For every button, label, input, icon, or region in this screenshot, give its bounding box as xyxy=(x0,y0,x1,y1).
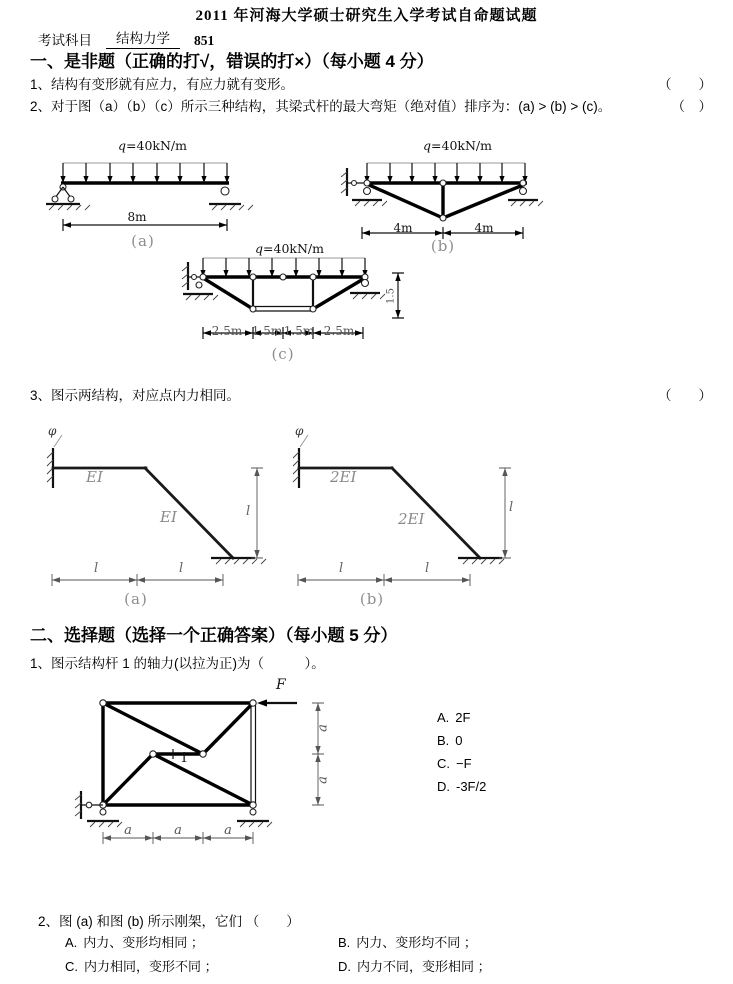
member-label: 2EI xyxy=(398,510,425,528)
dim-label: l xyxy=(339,561,344,576)
subject-label: 考试科目 xyxy=(38,33,92,48)
dim-label: l xyxy=(246,504,251,519)
option-b: B. 0 xyxy=(437,733,463,748)
option-d: D. 内力不同，变形相同 ； xyxy=(338,959,491,974)
phi-label: φ xyxy=(295,424,304,438)
wall-bracket-left xyxy=(75,791,103,819)
frame-figures-svg xyxy=(0,425,733,605)
dim-label: l xyxy=(509,500,514,515)
bottom-dimension xyxy=(298,574,470,586)
load-arrows xyxy=(63,163,227,176)
dim-label: 8m xyxy=(127,210,147,224)
option-a: A. 内力、变形均相同 ； xyxy=(65,935,204,950)
figure-label-b: (b) xyxy=(430,237,456,255)
dim-label: a xyxy=(174,823,182,838)
vertical-dimension xyxy=(251,468,263,558)
beam-diagram-b xyxy=(341,163,543,239)
load-label: q=40kN/m xyxy=(118,138,187,153)
option-d: D. -3F/2 xyxy=(437,779,487,794)
truss-diagonals xyxy=(203,278,365,309)
dim-label: l xyxy=(425,561,430,576)
right-chord-double xyxy=(251,703,256,805)
dim-label: a xyxy=(124,823,132,838)
section2-q2: 2、图 (a) 和图 (b) 所示刚架，它们 （ ） xyxy=(38,914,300,929)
figure-label-c: (c) xyxy=(271,345,295,363)
right-dimension xyxy=(312,703,324,805)
section1-q1 xyxy=(30,73,712,93)
member-label: 2EI xyxy=(330,468,357,486)
option-c: C. 内力相同，变形不同 ； xyxy=(65,959,218,974)
section1-heading: 一、是非题（正确的打√，错误的打×）（每小题 4 分） xyxy=(30,52,434,71)
dim-label: a xyxy=(315,724,331,732)
answer-blank: （ ） xyxy=(671,99,712,114)
inclined-member xyxy=(145,468,233,558)
height-dim-label: 1.5 xyxy=(385,288,397,304)
section2-heading: 二、选择题（选择一个正确答案）（每小题 5 分） xyxy=(30,626,398,645)
question-text: 3、图示两结构，对应点内力相同。 xyxy=(30,388,241,403)
force-arrow xyxy=(257,699,297,706)
phi-label: φ xyxy=(48,424,57,438)
subject-row xyxy=(38,27,214,49)
page-title: 2011 年河海大学硕士研究生入学考试自命题试题 xyxy=(195,8,538,24)
truss-members xyxy=(103,703,253,805)
option-a: A. 2F xyxy=(437,710,471,725)
figure-label-b: (b) xyxy=(359,590,385,608)
pin-support-left xyxy=(87,809,122,827)
load-label: q=40kN/m xyxy=(423,138,492,153)
dim-label: a xyxy=(315,776,331,784)
dim-label: 4m xyxy=(393,221,413,235)
dim-label: 4m xyxy=(474,221,494,235)
option-b: B. 内力、变形均不同 ； xyxy=(338,935,477,950)
section2-q1: 1、图示结构杆 1 的轴力(以拉为正)为（ ）。 xyxy=(30,656,325,671)
subject-code: 851 xyxy=(194,33,215,48)
question-text: 2、对于图（a）（b）（c）所示三种结构，其梁式杆的最大弯矩（绝对值）排序为：(a) > (b) > (c)。 xyxy=(30,99,612,114)
load-label: q=40kN/m xyxy=(255,241,324,256)
frame-diagram-a xyxy=(47,435,266,586)
section1-q2 xyxy=(30,95,712,115)
answer-blank: （ ） xyxy=(658,388,712,403)
bar1-label: 1 xyxy=(180,751,189,766)
figure-label-a: (a) xyxy=(131,232,155,250)
dim-label: 1.5m xyxy=(251,324,283,338)
truss-verticals xyxy=(253,278,313,309)
pin-support-right xyxy=(237,809,272,827)
strut-members xyxy=(367,184,523,218)
subject-name: 结构力学 xyxy=(106,27,180,49)
member-label: EI xyxy=(160,508,177,526)
dim-label: a xyxy=(224,823,232,838)
load-arrows xyxy=(367,163,525,176)
answer-blank: （ ） xyxy=(658,77,712,92)
dim-label: 2.5m xyxy=(323,324,355,338)
dim-label: l xyxy=(179,561,184,576)
force-label: F xyxy=(276,677,286,693)
beam-diagram-a xyxy=(46,163,253,231)
bottom-chord xyxy=(253,307,313,312)
beam-figures-svg xyxy=(0,130,733,382)
dim-label: l xyxy=(94,561,99,576)
section1-q3 xyxy=(30,384,712,404)
load-arrows xyxy=(203,258,365,270)
dim-label: 2.5m xyxy=(211,324,243,338)
figure-label-a: (a) xyxy=(124,590,148,608)
fixed-support-base xyxy=(458,558,504,564)
pin-support-left xyxy=(46,184,90,210)
member-label: EI xyxy=(86,468,103,486)
bottom-dimension xyxy=(52,574,223,586)
fixed-support-base xyxy=(211,558,266,564)
dim-label: 1.5m xyxy=(283,324,315,338)
option-c: C. −F xyxy=(437,756,472,771)
question-text: 1、结构有变形就有应力，有应力就有变形。 xyxy=(30,77,295,92)
roller-support-right xyxy=(209,187,253,210)
